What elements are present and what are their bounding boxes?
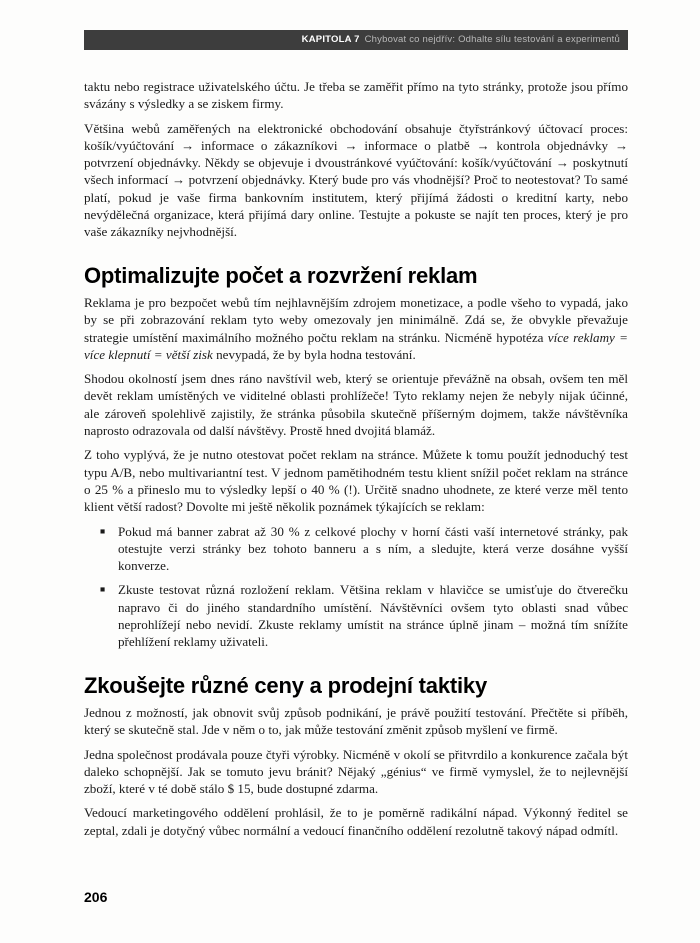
paragraph-ads-1-pre: Reklama je pro bezpočet webů tím nejhlavnějším zdrojem monetizace, a podle všeho to vypadá, jako by se při zobrazování reklam tyto weby omezovaly jen minimálně. Zdá se, že obvykle převažuje strategie umístění maximálního možného počtu reklam na stránku. Nicméně hypotéza [84, 294, 628, 345]
bullet-text-layouts: Zkuste testovat různá rozložení reklam. Většina reklam v hlavičce se umisťuje do čtverečku napravo či do jiného standardního umístění. Návštěvníci ovšem tyto oblasti snad vůbec neprohlížejí nebo nevidí. Zkuste reklamy umístit na stránce úplně jinam – možná tím snížíte přehlížení reklamy uživateli. [118, 582, 628, 650]
section-heading-ads: Optimalizujte počet a rozvržení reklam [84, 262, 478, 288]
bullet-square-icon: ■ [100, 584, 106, 595]
chapter-title: Chybovat co nejdřív: Odhalte sílu testování a experimentů [364, 34, 620, 45]
paragraph-intro-2: Většina webů zaměřených na elektronické obchodování obsahuje čtyřstránkový účtovací proces: košík/vyúčtování → informace o zákazníkovi → informace o platbě → kontrola objednávky → potvrzení objednávky. Někdy se objevuje i dvoustránkové vyúčtování: košík/vyúčtování → poskytnutí všech informací → potvrzení objednávky. Který bude pro vás vhodnější? Proč to neotestovat? To samé platí, pokud je vaše firma bankovním institutem, který přijímá žádosti o kreditní karty, nebo nevýdělečná organizace, která přijímá dary online. Testujte a pokuste se najít ten proces, který je pro vaše zákazníky nejvhodnější. [84, 120, 628, 240]
list-item [100, 581, 628, 650]
paragraph-ads-1-post: nevypadá, že by byla hodna testování. [212, 346, 416, 362]
page-body [84, 78, 628, 839]
list-item [100, 523, 628, 575]
bullet-text-banner: Pokud má banner zabrat až 30 % z celkové plochy v horní části vaší internetové stránky, pak otestujte verzi stránky bez tohoto banneru a s ním, a sledujte, která verze dosáhne vyšší konverze. [118, 523, 628, 574]
chapter-header-bar [84, 30, 628, 50]
page-number: 206 [84, 889, 108, 905]
paragraph-pricing-1: Jednou z možností, jak obnovit svůj způsob podnikání, je právě použití testování. Přečtěte si příběh, který se skutečně stal. Jde v něm o to, jak může testování změnit způsob myšlení ve firmě. [84, 704, 628, 738]
bullet-square-icon: ■ [100, 525, 106, 536]
paragraph-intro-1: taktu nebo registrace uživatelského účtu. Je třeba se zaměřit přímo na tyto stránky, protože jsou přímo svázány s výsledky a se ziskem firmy. [84, 79, 628, 112]
paragraph-ads-2: Shodou okolností jsem dnes ráno navštívil web, který se orientuje převážně na obsah, ovšem ten měl devět reklam umístěných ve viditelné oblasti prohlížeče! Tyto reklamy nejen že nebyly nijak účinné, ale zároveň spolehlivě zajistily, že stránka působila skutečně příšerným dojmem, takže návštěvníka naprosto odrazovala od další návštěvy. Prostě hned dvojitá blamáž. [84, 371, 628, 439]
paragraph-ads-1-italic: více reklamy = více klepnutí = větší zisk [84, 329, 628, 362]
paragraph-pricing-3: Vedoucí marketingového oddělení prohlásil, že to je poměrně radikální nápad. Výkonný ředitel se zeptal, zdali je dotyčný vůbec normální a vedoucí finančního oddělení rezolutně takový nápad odmítl. [84, 805, 628, 838]
section-heading-pricing: Zkoušejte různé ceny a prodejní taktiky [84, 672, 487, 698]
paragraph-pricing-2: Jedna společnost prodávala pouze čtyři výrobky. Nicméně v okolí se přitvrdilo a konkurence začala být daleko schopnější. Jak se tomuto jevu bránit? Nějaký „génius“ ve firmě vymyslel, že to nejlevnější zboží, které v té době stálo $ 15, bude dostupné zdarma. [84, 746, 628, 797]
chapter-number-label: KAPITOLA 7 [301, 34, 360, 45]
paragraph-ads-1 [84, 294, 628, 363]
paragraph-ads-3: Z toho vyplývá, že je nutno otestovat počet reklam na stránce. Můžete k tomu použít jednoduchý test typu A/B, nebo multivariantní test. V jednom pamětihodném testu klient snížil počet reklam na stránce o 25 % a přineslo mu to výsledky lepší o 40 % (!). Určitě snadno uhodnete, ze které verze měl tento klient větší radost? Dovolte mi ještě několik poznámek týkajících se reklam: [84, 447, 628, 515]
